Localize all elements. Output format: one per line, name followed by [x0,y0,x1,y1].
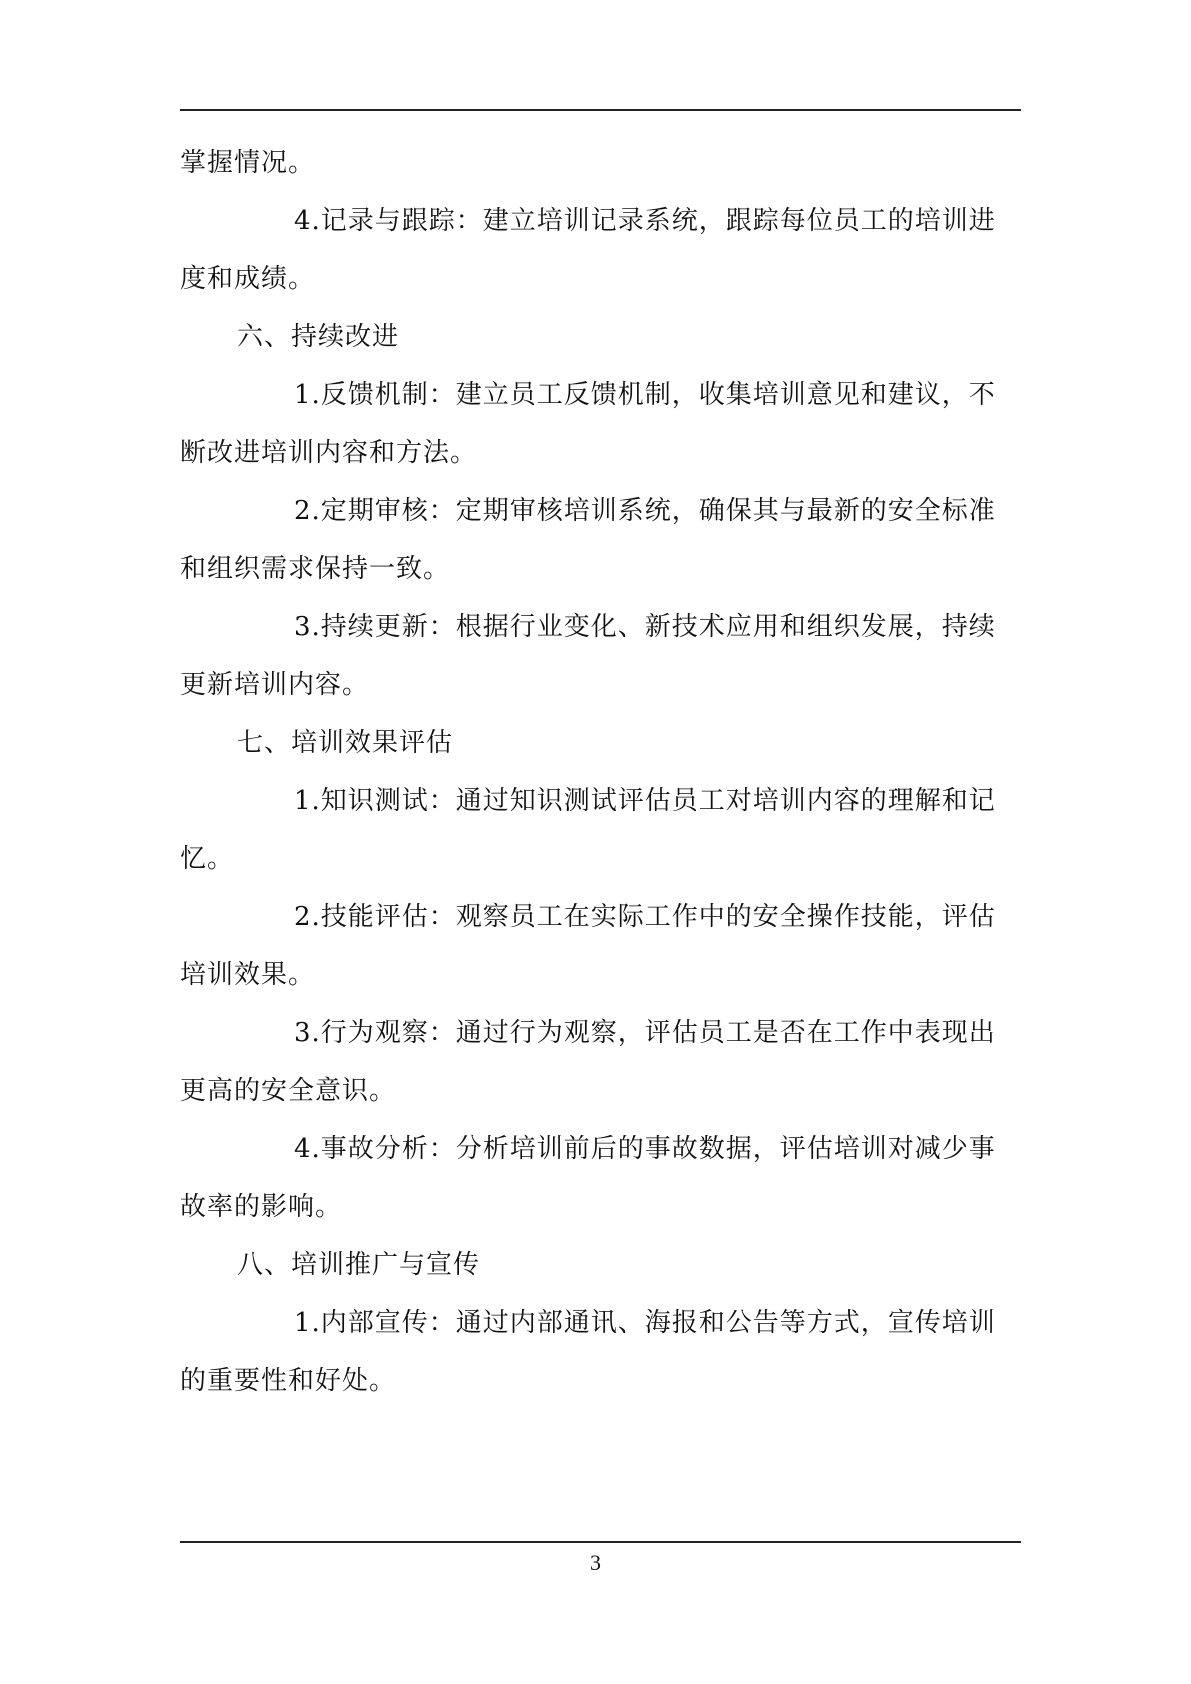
text-line: 故率的影响。 [180,1192,343,1222]
list-item-text: 1.知识测试：通过知识测试评估员工对培训内容的理解和记 [294,786,996,816]
text-line: 更新培训内容。 [180,670,370,700]
page-number: 3 [590,1550,601,1575]
text-line: 度和成绩。 [180,264,316,294]
header-rule [180,109,1021,111]
list-item-text: 3.行为观察：通过行为观察，评估员工是否在工作中表现出 [294,1018,996,1048]
footer-rule [180,1541,1021,1543]
text-line: 更高的安全意识。 [180,1076,397,1106]
text-line: 掌握情况。 [180,148,316,178]
text-line: 的重要性和好处。 [180,1366,397,1396]
section-heading: 八、培训推广与宣传 [237,1250,481,1280]
section-heading: 六、持续改进 [237,322,400,352]
list-item-text: 1.内部宣传：通过内部通讯、海报和公告等方式，宣传培训 [294,1308,996,1338]
text-line: 断改进培训内容和方法。 [180,438,478,468]
list-item-text: 2.定期审核：定期审核培训系统，确保其与最新的安全标准 [294,496,996,526]
section-heading: 七、培训效果评估 [237,728,454,758]
list-item-text: 4.事故分析：分析培训前后的事故数据，评估培训对减少事 [294,1134,996,1164]
text-line: 培训效果。 [180,960,316,990]
list-item-text: 3.持续更新：根据行业变化、新技术应用和组织发展，持续 [294,612,996,642]
text-line: 和组织需求保持一致。 [180,554,451,584]
list-item-text: 4.记录与跟踪：建立培训记录系统，跟踪每位员工的培训进 [294,206,996,236]
list-item-text: 1.反馈机制：建立员工反馈机制，收集培训意见和建议，不 [294,380,996,410]
list-item-text: 2.技能评估：观察员工在实际工作中的安全操作技能，评估 [294,902,996,932]
text-line: 忆。 [180,844,235,874]
